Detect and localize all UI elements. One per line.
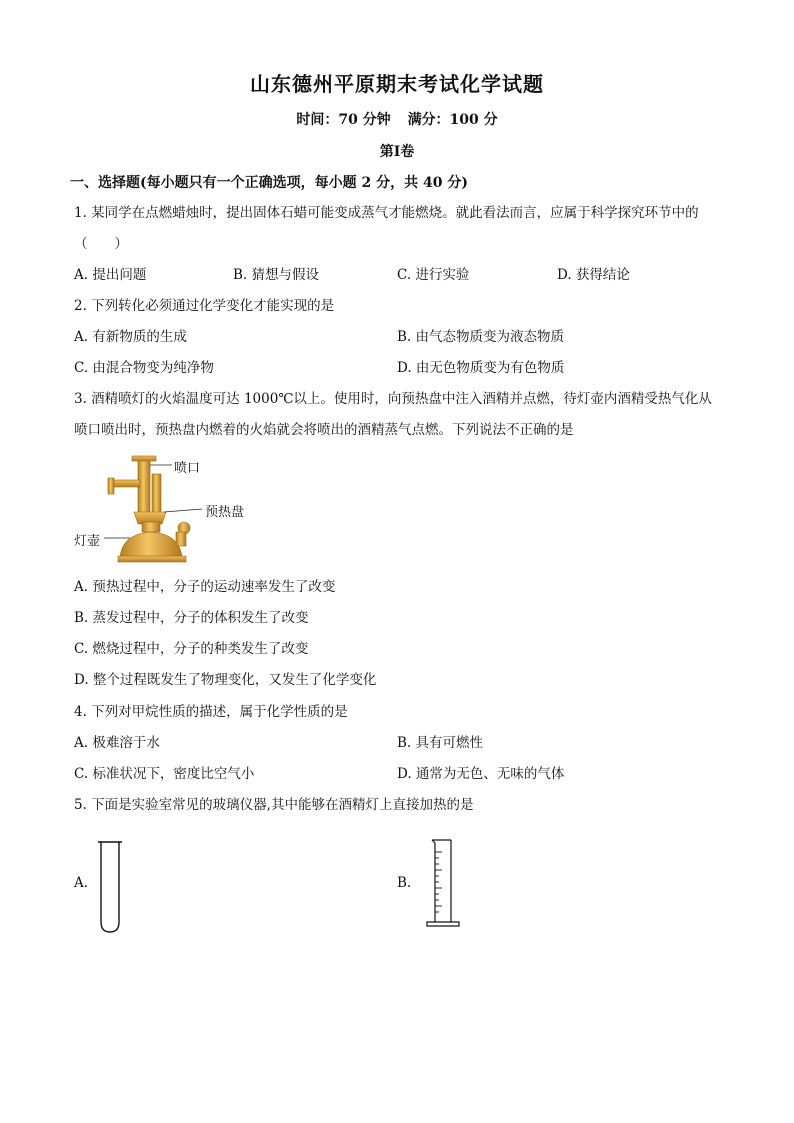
- test-tube-icon: [98, 838, 122, 938]
- q1-option-b: B. 猜想与假设: [233, 267, 320, 283]
- exam-time: 时间：70 分钟: [296, 112, 391, 128]
- label-preheat-cup: 预热盘: [205, 505, 245, 520]
- q1-stem-line2: （ ）: [74, 236, 128, 252]
- q4-option-b: B. 具有可燃性: [397, 735, 484, 751]
- exam-score: 满分：100 分: [407, 112, 498, 128]
- q4-stem: 4. 下列对甲烷性质的描述，属于化学性质的是: [74, 704, 348, 720]
- exam-title: 山东德州平原期末考试化学试题: [250, 72, 544, 96]
- q2-option-d: D. 由无色物质变为有色物质: [397, 360, 565, 376]
- q1-option-a: A. 提出问题: [74, 267, 147, 283]
- q3-option-b: B. 蒸发过程中，分子的体积发生了改变: [74, 610, 309, 626]
- label-nozzle: 喷口: [174, 461, 201, 476]
- q1-option-c: C. 进行实验: [397, 267, 470, 283]
- section-heading: 一、选择题(每小题只有一个正确选项，每小题 2 分，共 40 分): [70, 175, 468, 191]
- volume-heading: 第Ⅰ卷: [379, 144, 415, 160]
- q2-option-a: A. 有新物质的生成: [74, 329, 187, 345]
- q3-option-a: A. 预热过程中，分子的运动速率发生了改变: [74, 579, 336, 595]
- q5-option-b: B.: [397, 875, 412, 891]
- q4-option-a: A. 极难溶于水: [74, 735, 160, 751]
- q5-option-a: A.: [74, 875, 89, 891]
- q1-stem-line1: 1. 某同学在点燃蜡烛时，提出固体石蜡可能变成蒸气才能燃烧。就此看法而言，应属于科学探究环节中的: [74, 205, 699, 221]
- q4-option-c: C. 标准状况下，密度比空气小: [74, 766, 255, 782]
- q2-option-b: B. 由气态物质变为液态物质: [397, 329, 565, 345]
- q2-stem: 2. 下列转化必须通过化学变化才能实现的是: [74, 298, 335, 314]
- label-lamp-pot: 灯壶: [74, 534, 101, 549]
- exam-subtitle: [0, 109, 794, 129]
- q1-option-d: D. 获得结论: [557, 267, 630, 283]
- q2-option-c: C. 由混合物变为纯净物: [74, 360, 214, 376]
- q3-option-c: C. 燃烧过程中，分子的种类发生了改变: [74, 641, 309, 657]
- q3-stem-line1: 3. 酒精喷灯的火焰温度可达 1000℃以上。使用时，向预热盘中注入酒精并点燃，待灯壶内酒精受热气化从: [74, 391, 712, 407]
- q4-option-d: D. 通常为无色、无味的气体: [397, 766, 565, 782]
- graduated-cylinder-icon: [423, 836, 463, 936]
- q5-stem: 5. 下面是实验室常见的玻璃仪器,其中能够在酒精灯上直接加热的是: [74, 797, 474, 813]
- q3-option-d: D. 整个过程既发生了物理变化，又发生了化学变化: [74, 672, 377, 688]
- q3-stem-line2: 喷口喷出时，预热盘内燃着的火焰就会将喷出的酒精蒸气点燃。下列说法不正确的是: [74, 422, 574, 438]
